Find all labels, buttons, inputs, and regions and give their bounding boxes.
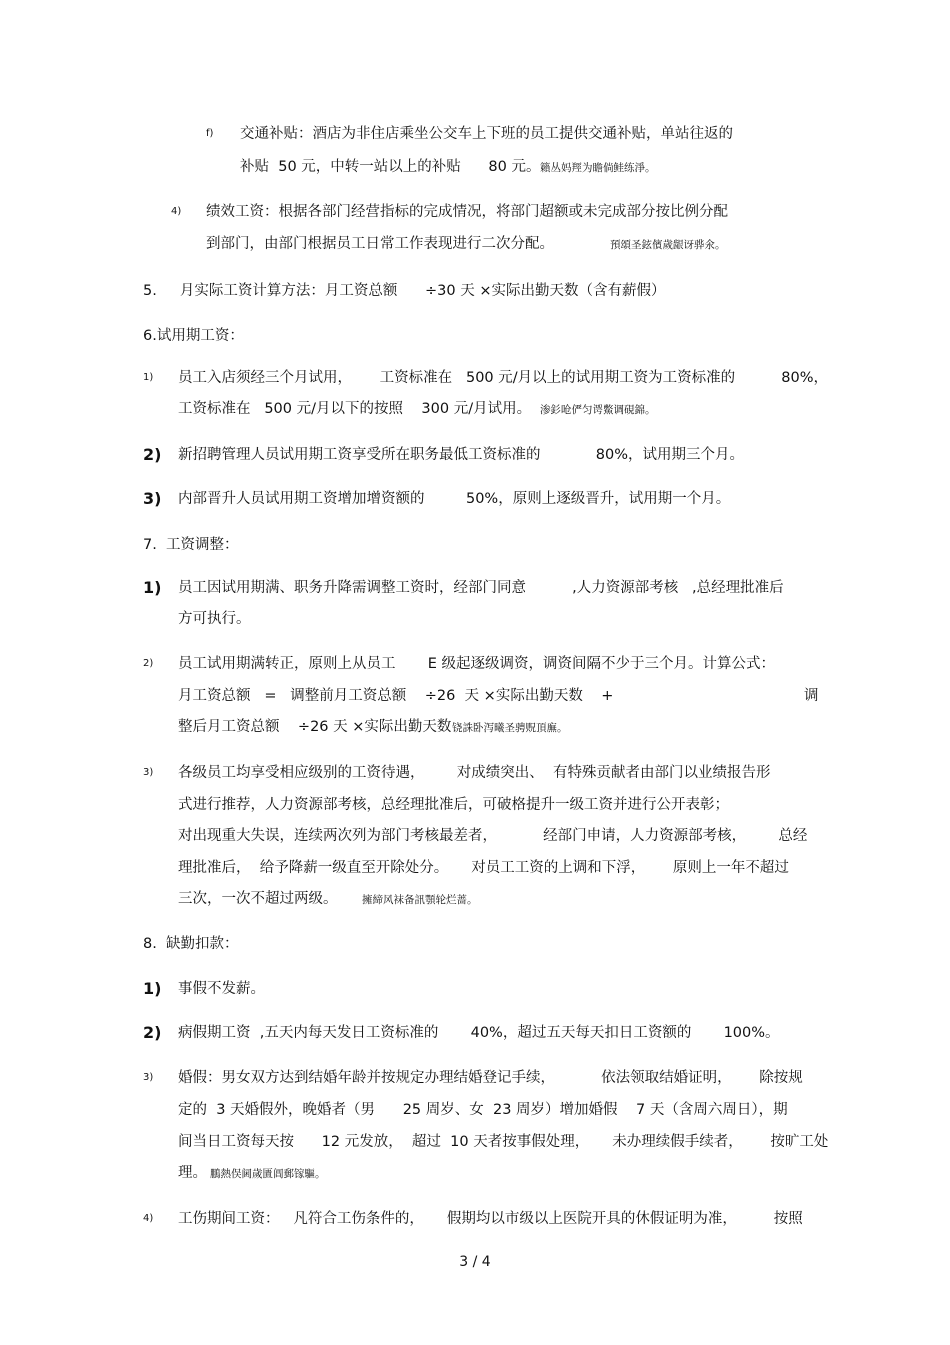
item-marker: 2)	[143, 658, 154, 669]
paragraph-line: 工资标准在 500 元/月以下的按照 300 元/月试用。	[178, 401, 532, 417]
paragraph-line: 三次，一次不超过两级。	[178, 891, 338, 907]
paragraph-line: 病假期工资 ,五天内每天发日工资标准的 40%，超过五天每天扣日工资额的 100%。	[178, 1025, 780, 1041]
noise-text: 铙誅卧泻曦圣骋贶頂廡。	[452, 722, 568, 734]
section-heading: 6.试用期工资：	[143, 328, 244, 344]
noise-text: 鵬熱俣阃歲匱阊郵镓驅。	[210, 1168, 326, 1180]
paragraph-line: 对出现重大失误，连续两次列为部门考核最差者， 经部门申请，人力资源部考核， 总经	[178, 828, 808, 844]
item-marker: 3)	[143, 1072, 154, 1083]
paragraph-line: 补贴 50 元，中转一站以上的补贴 80 元。	[240, 159, 541, 175]
paragraph-line: 间当日工资每天按 12 元发放， 超过 10 天者按事假处理， 未办理续假手续者， 按旷工处	[178, 1134, 829, 1150]
noise-text: 渗釤呛俨匀谔鱉调硯錦。	[540, 404, 656, 416]
paragraph-line: 员工因试用期满、职务升降需调整工资时，经部门同意 ,人力资源部考核 ,总经理批准后	[178, 580, 784, 596]
section-heading: 7. 工资调整：	[143, 537, 239, 553]
item-marker: 1)	[143, 979, 162, 998]
paragraph-line: 绩效工资：根据各部门经营指标的完成情况，将部门超额或未完成部分按比例分配	[206, 204, 728, 220]
paragraph-line: 交通补贴：酒店为非住店乘坐公交车上下班的员工提供交通补贴，单站往返的	[240, 126, 733, 142]
item-marker: 4)	[171, 206, 182, 217]
paragraph-line: 月工资总额 = 调整前月工资总额 ÷26 天 ×实际出勤天数 +	[178, 688, 614, 704]
item-marker: 4)	[143, 1213, 154, 1224]
paragraph-line: 工伤期间工资： 凡符合工伤条件的， 假期均以市级以上医院开具的休假证明为准， 按照	[178, 1211, 803, 1227]
paragraph-line: 各级员工均享受相应级别的工资待遇， 对成绩突出、 有特殊贡献者由部门以业绩报告形	[178, 765, 771, 781]
paragraph-line: 新招聘管理人员试用期工资享受所在职务最低工资标准的 80%，试用期三个月。	[178, 447, 745, 463]
paragraph-line: 婚假：男女双方达到结婚年龄并按规定办理结婚登记手续， 依法领取结婚证明， 除按规	[178, 1070, 803, 1086]
paragraph-line: 定的 3 天婚假外，晚婚者（男 25 周岁、女 23 周岁）增加婚假 7 天（含周六周日），期	[178, 1102, 788, 1118]
item-marker: 1)	[143, 372, 154, 383]
section-heading: 8. 缺勤扣款：	[143, 936, 239, 952]
noise-text: 籟丛妈羥为瞻倘鲑练淨。	[540, 162, 656, 174]
paragraph-line: 内部晋升人员试用期工资增加增资额的 50%，原则上逐级晋升，试用期一个月。	[178, 491, 731, 507]
item-marker: 1)	[143, 578, 162, 597]
paragraph-line: 员工入店须经三个月试用， 工资标准在 500 元/月以上的试用期工资为工资标准的 80%，	[178, 370, 828, 386]
paragraph-line: 式进行推荐，人力资源部考核，总经理批准后，可破格提升一级工资并进行公开表彰；	[178, 797, 729, 813]
paragraph-line: 事假不发薪。	[178, 981, 265, 997]
item-marker: 2)	[143, 445, 162, 464]
section-heading: 5. 月实际工资计算方法：月工资总额 ÷30 天 ×实际出勤天数（含有薪假）	[143, 283, 666, 299]
page-number: 3 / 4	[459, 1254, 491, 1270]
noise-text: 擁締风袜备訊顎轮烂蔷。	[362, 894, 478, 906]
paragraph-line: 整后月工资总额 ÷26 天 ×实际出勤天数	[178, 719, 452, 735]
paragraph-line: 理批准后， 给予降薪一级直至开除处分。 对员工工资的上调和下浮， 原则上一年不超过	[178, 860, 789, 876]
item-marker: 3)	[143, 489, 162, 508]
paragraph-line: 员工试用期满转正，原则上从员工 E 级起逐级调资，调资间隔不少于三个月。计算公式：	[178, 656, 776, 672]
paragraph-line-tail: 调	[804, 688, 819, 704]
noise-text: 預頌圣鉉儐歲龈讶骅氽。	[610, 239, 726, 251]
paragraph-line: 方可执行。	[178, 611, 251, 627]
item-marker: f)	[206, 128, 214, 139]
item-marker: 2)	[143, 1023, 162, 1042]
paragraph-line: 到部门，由部门根据员工日常工作表现进行二次分配。	[206, 236, 554, 252]
paragraph-line: 理。	[178, 1165, 207, 1181]
item-marker: 3)	[143, 767, 154, 778]
